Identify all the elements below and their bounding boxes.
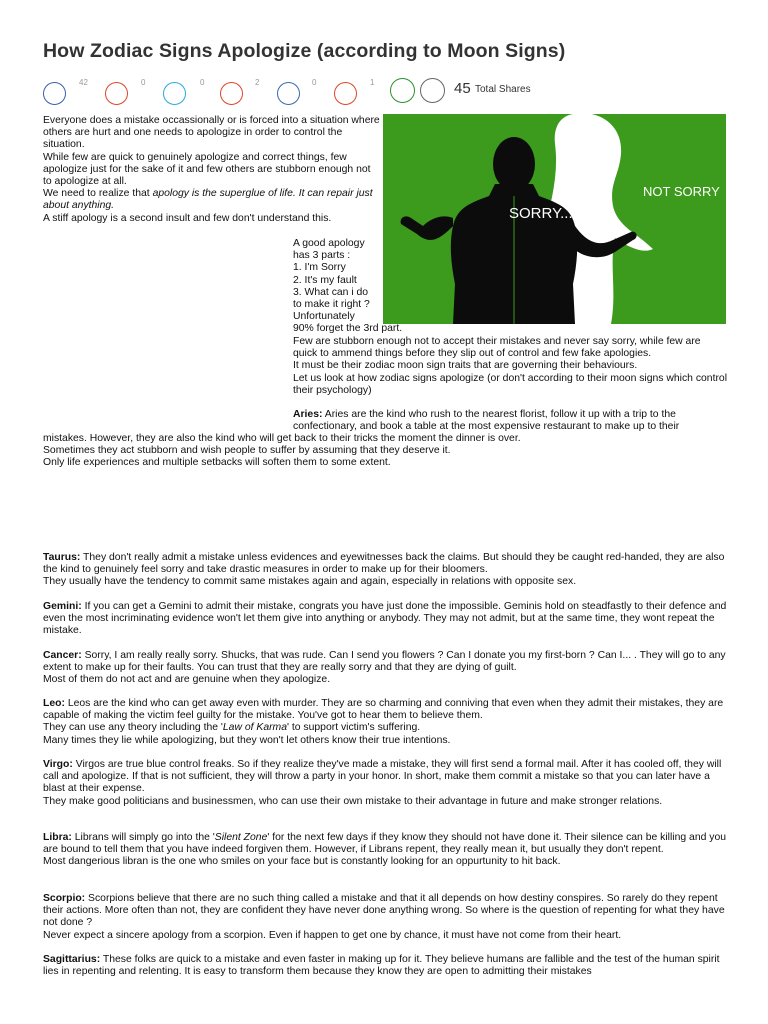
- not-sorry-label: NOT SORRY: [643, 184, 720, 199]
- libra-paragraph: [43, 832, 727, 856]
- pinterest-icon: [105, 82, 128, 105]
- sign-extra: They make good politicians and businessmen, who can use their own mistake to their advantage in future and make stronger relations.: [43, 795, 663, 807]
- page-title: How Zodiac Signs Apologize (according to Moon Signs): [43, 40, 566, 62]
- share-count: 2: [255, 78, 260, 87]
- leo-line: Many times they lie while apologizing, but they won't let others know their true intentions.: [43, 734, 451, 746]
- body-paragraph: Few are stubborn enough not to accept their mistakes and never say sorry, while few are quick to ammend things before they slip out of control and few fake apologies.: [293, 336, 701, 360]
- sign-text: Librans will simply go into the ': [71, 832, 215, 843]
- aries-paragraph: [293, 409, 727, 433]
- sign-extra: Most of them do not act and are genuine when they apologize.: [43, 674, 331, 686]
- sign-name: Aries:: [293, 409, 323, 420]
- good-apology-line: 2. It's my fault: [293, 274, 357, 286]
- sign-text: If you can get a Gemini to admit their mistake, congrats you have just done the impossible. Geminis hold on steadfastly to their defence and even the most incriminating evidence won't let them give into anything or anybody. They may not admit, but at the same time, they wont repeat the mistake.: [43, 601, 727, 637]
- reddit-share-button[interactable]: [312, 78, 364, 108]
- sign-text: They don't really admit a mistake unless evidences and eyewitnesses back the claims. But should they be caught red-handed, they are also the kind to genuinely feel sorry and take drastic measures in order to make up for their bloomers.: [43, 552, 725, 576]
- sorry-label: SORRY...: [509, 205, 573, 222]
- cancer-paragraph: [43, 650, 727, 674]
- leo-paragraph: [43, 698, 727, 722]
- aries-cont: mistakes. However, they are also the kind who will get back to their tricks the moment the dinner is over.: [43, 433, 521, 444]
- sign-text: ' for the next few days if they know they should not have done it. Their silence can be killing and you are bound to tell them that you have indeed forgiven them. However, if Librans repent, they really mean it, but usually they don't repent.: [43, 832, 727, 856]
- more-share-icon[interactable]: [420, 78, 445, 103]
- aries-section: [293, 409, 727, 433]
- sign-name: Virgo:: [43, 759, 73, 770]
- twitter-icon: [163, 82, 186, 105]
- share-count: 0: [141, 78, 146, 87]
- sign-extra: Most dangerious libran is the one who smiles on your face but is constantly looking for an oppurtunity to hit back.: [43, 856, 561, 868]
- gemini-section: [43, 601, 727, 638]
- intro-paragraph: [43, 188, 381, 212]
- superglue-quote: apology is the superglue of life. It can repair just about anything.: [43, 188, 373, 212]
- sign-name: Gemini:: [43, 601, 82, 612]
- sign-name: Cancer:: [43, 650, 82, 661]
- linkedin-icon: [277, 82, 300, 105]
- good-apology-line: 90% forget the 3rd part.: [293, 323, 403, 335]
- sign-name: Leo:: [43, 698, 65, 709]
- taurus-paragraph: [43, 552, 727, 576]
- taurus-section: [43, 552, 727, 589]
- leo-lead: They can use any theory including the ': [43, 722, 223, 734]
- sign-text: Virgos are true blue control freaks. So if they realize they've made a mistake, they will first send a formal mail. After it has cooled off, they will call and apologize. If that is not sufficient, they will throw a party in your honor. In short, make them commit a mistake so that you can later have a blast at their expense.: [43, 759, 722, 795]
- sign-text: Sorry, I am really really sorry. Shucks, that was rude. Can I send you flowers ? Can I donate you my first-born ? Can I... . They will go to any extent to make up for their faults. You can trust that they are really sorry and that they are dying of guilt.: [43, 650, 726, 674]
- pinterest-share-button[interactable]: [79, 78, 135, 108]
- sign-extra: They usually have the tendency to commit same mistakes again and again, especially in relations with opposite sex.: [43, 576, 577, 588]
- facebook-share-button[interactable]: [43, 78, 73, 108]
- aries-line: Sometimes they act stubborn and wish people to suffer by assuming that they deserve it.: [43, 445, 451, 457]
- body-paragraph: Let us look at how zodiac signs apologize (or don't according to their moon signs which control their psychology): [293, 372, 728, 396]
- good-apology-line: Unfortunately: [293, 311, 355, 323]
- sorry-not-sorry-illustration: [383, 114, 726, 324]
- moon-sign-intro: [293, 336, 727, 397]
- total-share-label: Total Shares: [475, 84, 531, 95]
- law-of-karma: Law of Karma: [222, 722, 287, 734]
- facebook-icon: [43, 82, 66, 105]
- sign-text: These folks are quick to a mistake and even faster in making up for it. They believe humans are fallible and the test of the human spirit lies in repenting and relenting. It is easy to transform them because they know they are open to admitting their mistakes: [43, 954, 720, 978]
- intro-lead: We need to realize that: [43, 188, 153, 200]
- sign-name: Sagittarius:: [43, 954, 101, 965]
- google-plus-icon: [220, 82, 243, 105]
- intro-paragraph: Everyone does a mistake occassionally or is forced into a situation where others are hurt and one needs to apologize in order to control the situation.: [43, 115, 380, 151]
- intro-paragraph: While few are quick to genuinely apologize and correct things, few apologize just for the sake of it and few others are stubborn enough not to apologize at all.: [43, 151, 371, 188]
- leo-line: [43, 722, 727, 734]
- libra-section: [43, 832, 727, 869]
- sign-name: Taurus:: [43, 552, 81, 563]
- reddit-icon: [334, 82, 357, 105]
- sagittarius-paragraph: [43, 954, 727, 978]
- whatsapp-icon: [390, 78, 415, 103]
- hero-image: [383, 114, 726, 324]
- good-apology-line: A good apology: [293, 238, 365, 249]
- sign-name: Scorpio:: [43, 893, 86, 904]
- scorpio-section: [43, 893, 727, 942]
- leo-section: [43, 698, 727, 747]
- share-count: 0: [200, 78, 205, 87]
- sagittarius-section: [43, 954, 727, 978]
- good-apology-line: 3. What can i do: [293, 286, 369, 298]
- intro-text: [43, 115, 381, 225]
- linkedin-share-button[interactable]: [255, 78, 307, 108]
- share-count: 1: [370, 78, 375, 87]
- body-paragraph: It must be their zodiac moon sign traits that are governing their behaviours.: [293, 360, 638, 372]
- virgo-paragraph: [43, 759, 727, 796]
- aries-continuation: [43, 433, 727, 470]
- share-count: 0: [312, 78, 317, 87]
- intro-paragraph: A stiff apology is a second insult and few don't understand this.: [43, 212, 332, 224]
- sign-text: Scorpions believe that there are no such thing called a mistake and that it all depends on how destiny conspires. So rarely do they repent their actions. More often than not, they are confident they have never done anything wrong. So where is the question of repenting for what they have not done ?: [43, 893, 725, 929]
- sign-text: Aries are the kind who rush to the nearest florist, follow it up with a trip to the confectionary, and book a table at the most expensive restaurant to make up to their: [293, 409, 680, 433]
- gemini-paragraph: [43, 601, 727, 638]
- sign-text: Leos are the kind who can get away even with murder. They are so charming and conniving that even when they admit their mistakes, they are capable of making the victim feel guilty for the mistake. You've got to hear them to believe them.: [43, 698, 724, 722]
- sign-extra: Never expect a sincere apology from a scorpion. Even if happen to get one by chance, it must have not come from their heart.: [43, 929, 622, 941]
- leo-tail: ' to support victim's suffering.: [287, 722, 421, 734]
- silent-zone: Silent Zone: [214, 832, 268, 843]
- scorpio-paragraph: [43, 893, 727, 930]
- good-apology-line: 1. I'm Sorry: [293, 262, 346, 274]
- aries-line: Only life experiences and multiple setbacks will soften them to some extent.: [43, 457, 391, 469]
- total-share-count: 45: [454, 80, 471, 97]
- virgo-section: [43, 759, 727, 808]
- share-bar: [43, 78, 643, 110]
- google-plus-share-button[interactable]: [200, 78, 250, 108]
- share-count: 42: [79, 78, 88, 87]
- good-apology-list: [293, 238, 403, 336]
- sign-name: Libra:: [43, 832, 72, 843]
- cancer-section: [43, 650, 727, 687]
- good-apology-line: to make it right ?: [293, 299, 370, 311]
- whatsapp-share-button[interactable]: [370, 78, 420, 108]
- twitter-share-button[interactable]: [141, 78, 193, 108]
- good-apology-line: has 3 parts :: [293, 250, 351, 262]
